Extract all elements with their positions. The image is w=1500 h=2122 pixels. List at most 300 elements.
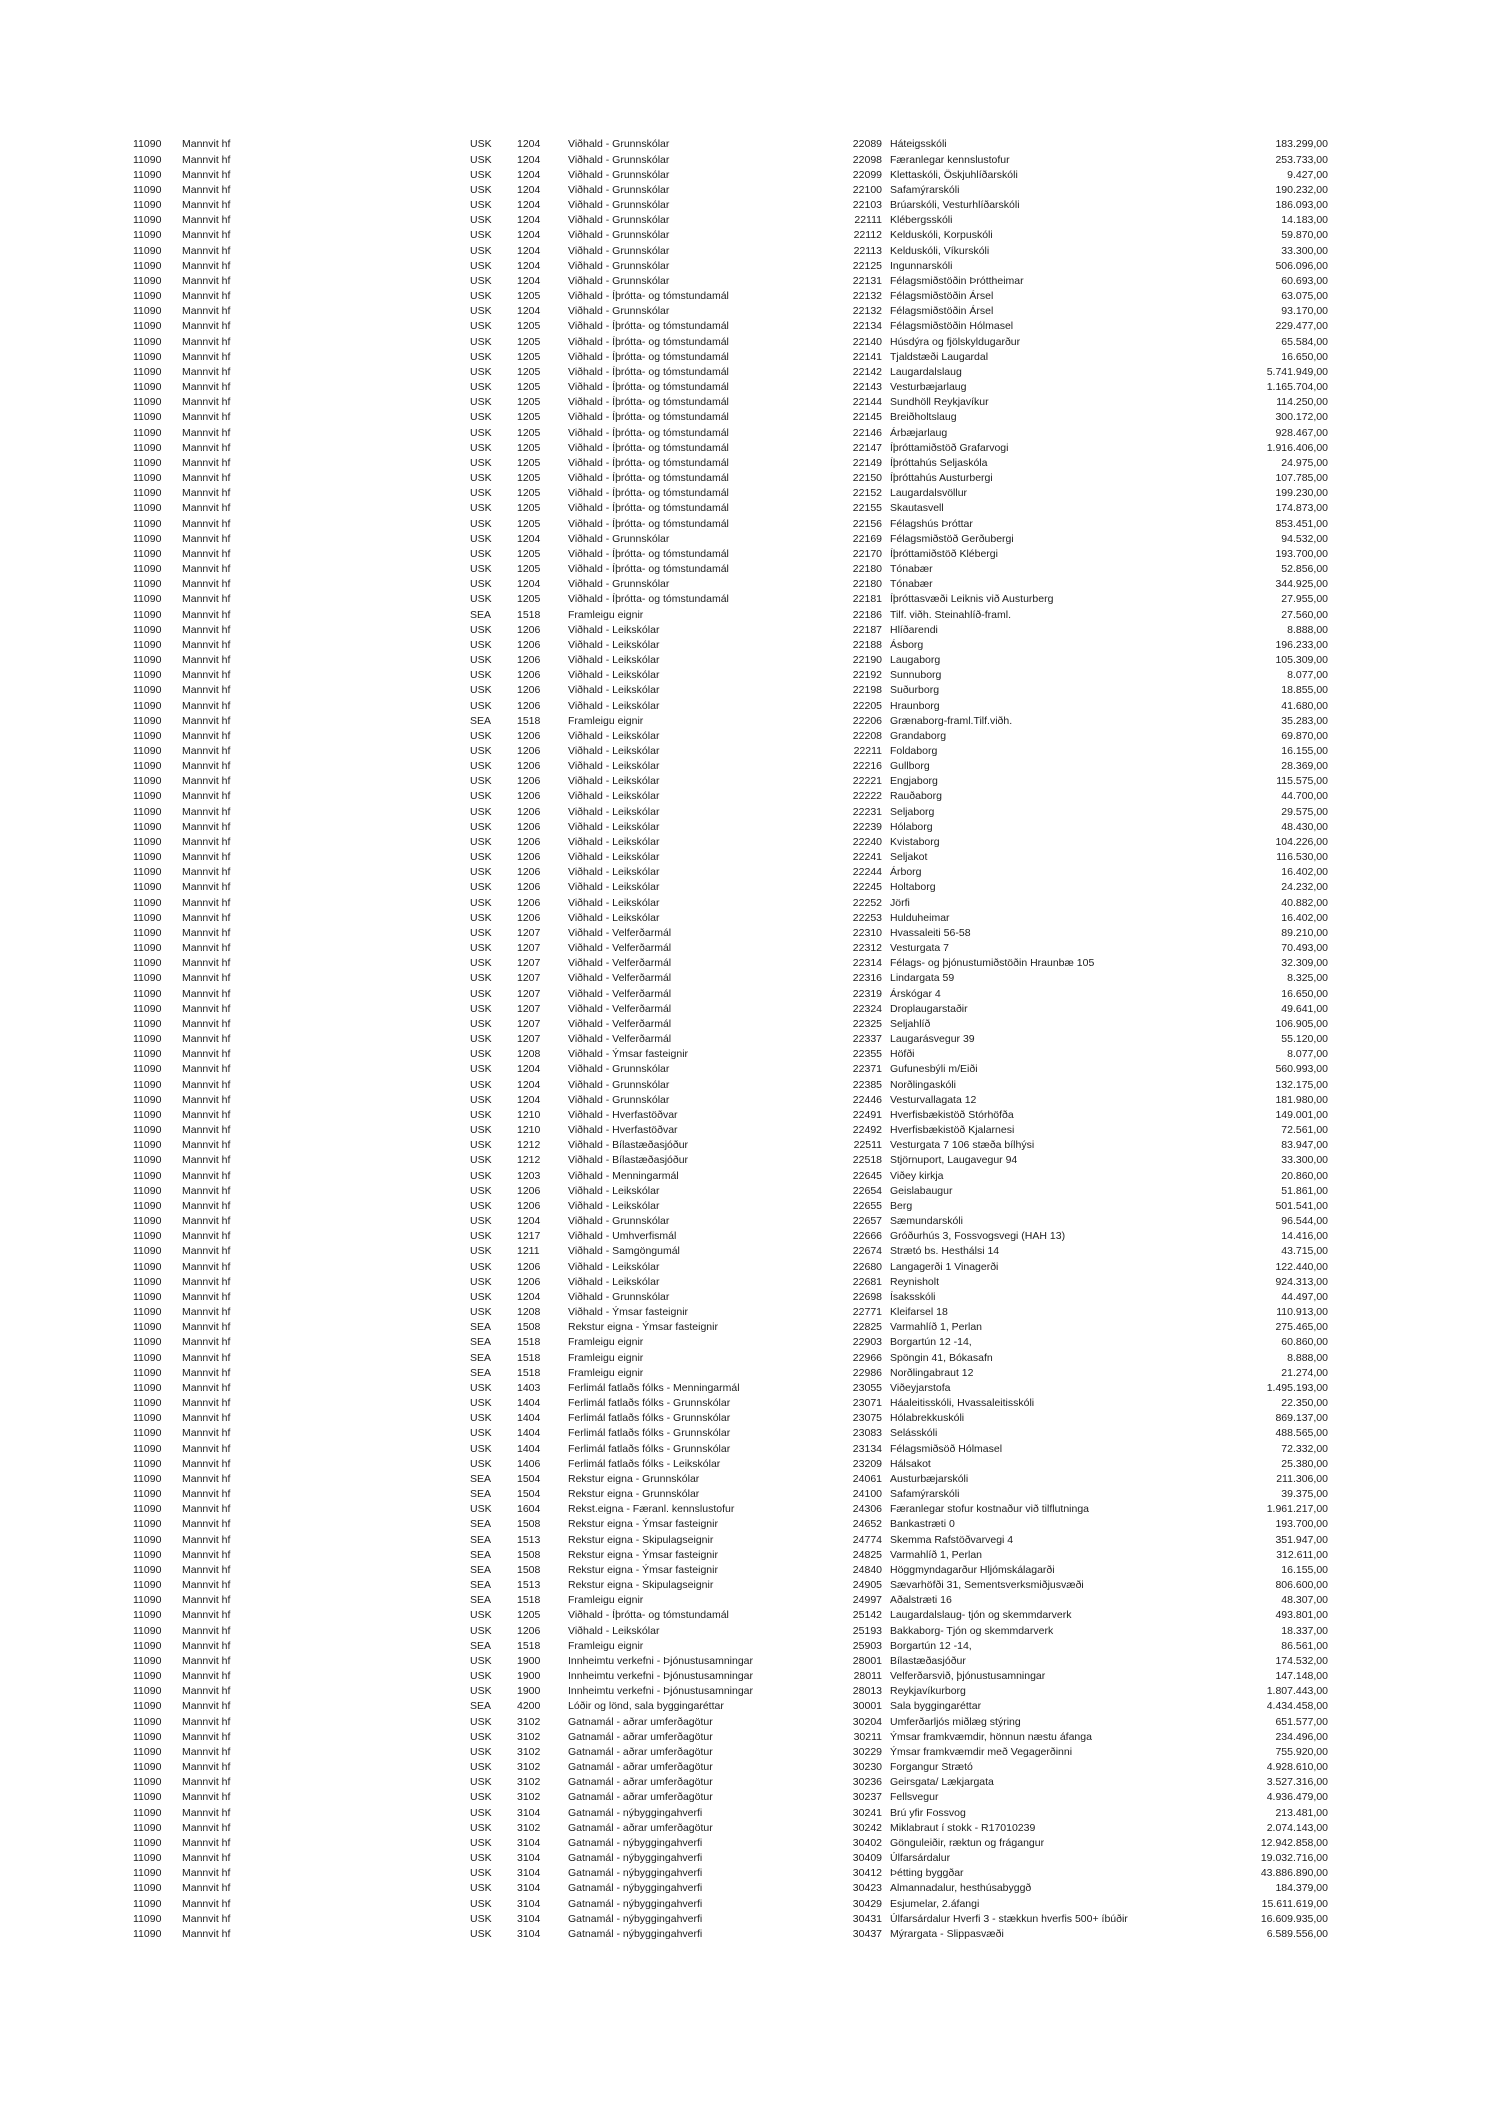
table-row [0,486,1500,501]
amount-cell: 1.916.406,00 [1266,441,1328,454]
category-name-cell: Rekstur eigna - Ýmsar fasteignir [568,1548,718,1561]
amount-cell: 14.183,00 [1281,214,1328,227]
company-name-cell: Mannvit hf [182,1548,231,1561]
company-id-cell: 11090 [133,851,162,864]
company-name-cell: Mannvit hf [182,1442,231,1455]
amount-cell: 72.561,00 [1281,1124,1328,1137]
company-id-cell: 11090 [133,1215,162,1228]
project-number-cell: 30409 [852,1852,882,1865]
category-code-cell: 3104 [517,1897,541,1910]
department-cell: USK [470,335,492,348]
category-code-cell: 1206 [517,745,541,757]
company-id-cell: 11090 [133,623,162,636]
project-name-cell: Árbæjarlaug [890,426,948,439]
table-row [0,319,1500,334]
department-cell: USK [470,835,492,848]
project-name-cell: Seljakot [890,851,928,864]
project-name-cell: Norðlingabraut 12 [890,1366,974,1379]
project-name-cell: Geirsgata/ Lækjargata [890,1776,994,1789]
company-name-cell: Mannvit hf [182,957,231,970]
company-name-cell: Mannvit hf [182,214,231,227]
category-code-cell: 3102 [517,1821,541,1834]
project-number-cell: 30241 [852,1806,882,1819]
company-id-cell: 11090 [133,1397,162,1410]
company-name-cell: Mannvit hf [182,699,231,712]
company-id-cell: 11090 [133,411,162,424]
table-row [0,623,1500,638]
amount-cell: 89.210,00 [1281,926,1328,939]
table-row [0,410,1500,425]
amount-cell: 27.955,00 [1281,593,1328,606]
category-code-cell: 3104 [517,1882,541,1895]
company-id-cell: 11090 [133,1852,162,1865]
category-code-cell: 1404 [517,1397,541,1410]
department-cell: USK [470,760,492,773]
department-cell: USK [470,365,492,378]
amount-cell: 39.375,00 [1281,1488,1328,1501]
category-name-cell: Viðhald - Grunnskólar [568,183,670,196]
company-id-cell: 11090 [133,1488,162,1501]
project-number-cell: 22491 [852,1108,882,1121]
category-name-cell: Rekstur eigna - Ýmsar fasteignir [568,1321,718,1334]
department-cell: USK [470,1427,492,1440]
amount-cell: 35.283,00 [1281,714,1328,727]
amount-cell: 501.541,00 [1275,1199,1328,1212]
company-id-cell: 11090 [133,775,162,788]
project-number-cell: 22206 [852,714,882,727]
department-cell: USK [470,1715,492,1728]
amount-cell: 49.641,00 [1281,1002,1328,1015]
table-row [0,805,1500,820]
company-name-cell: Mannvit hf [182,1154,231,1167]
company-id-cell: 11090 [133,790,162,803]
category-name-cell: Viðhald - Ýmsar fasteignir [568,1048,689,1061]
project-number-cell: 22141 [852,350,882,363]
company-id-cell: 11090 [133,1199,162,1212]
department-cell: SEA [470,1321,492,1334]
department-cell: USK [470,547,492,560]
department-cell: USK [470,502,492,515]
department-cell: USK [470,957,492,970]
table-row [0,668,1500,683]
amount-cell: 184.379,00 [1275,1882,1328,1895]
project-number-cell: 22239 [852,820,882,833]
project-name-cell: Borgartún 12 -14, [890,1639,972,1652]
table-row [0,729,1500,744]
category-name-cell: Viðhald - Íþrótta- og tómstundamál [568,547,729,560]
company-name-cell: Mannvit hf [182,593,231,606]
table-row [0,1608,1500,1623]
department-cell: USK [470,1457,492,1470]
company-name-cell: Mannvit hf [182,1685,231,1698]
company-name-cell: Mannvit hf [182,1017,231,1030]
table-row [0,1548,1500,1563]
company-name-cell: Mannvit hf [182,1821,231,1834]
project-number-cell: 23209 [852,1457,882,1470]
category-name-cell: Viðhald - Íþrótta- og tómstundamál [568,350,729,363]
company-id-cell: 11090 [133,593,162,606]
project-name-cell: Félagsmiðstöð Gerðubergi [890,532,1014,545]
department-cell: USK [470,1230,492,1243]
category-code-cell: 1204 [517,244,541,257]
project-name-cell: Aðalstræti 16 [890,1594,952,1607]
category-name-cell: Gatnamál - nýbyggingahverfi [568,1806,703,1819]
table-row [0,1032,1500,1047]
department-cell: USK [470,153,492,166]
company-name-cell: Mannvit hf [182,1397,231,1410]
project-name-cell: Stjörnuport, Laugavegur 94 [890,1154,1018,1167]
category-code-cell: 1206 [517,669,541,682]
category-name-cell: Viðhald - Leikskólar [568,851,660,864]
department-cell: SEA [470,1563,492,1576]
project-name-cell: Höggmyndagarður Hljómskálagarði [890,1563,1055,1576]
project-name-cell: Sunnuborg [890,669,942,682]
department-cell: USK [470,456,492,469]
project-name-cell: Viðey kirkja [890,1169,944,1182]
project-name-cell: Ýmsar framkvæmdir með Vegagerðinni [890,1745,1073,1758]
amount-cell: 928.467,00 [1275,426,1328,439]
amount-cell: 18.855,00 [1281,684,1328,697]
project-number-cell: 22314 [852,957,882,970]
department-cell: USK [470,654,492,666]
category-code-cell: 1204 [517,229,541,242]
company-id-cell: 11090 [133,1033,162,1046]
company-id-cell: 11090 [133,1670,162,1683]
category-name-cell: Framleigu eignir [568,714,644,727]
category-code-cell: 3104 [517,1912,541,1925]
company-id-cell: 11090 [133,1654,162,1667]
table-row [0,365,1500,380]
table-row [0,1199,1500,1214]
company-id-cell: 11090 [133,487,162,500]
project-number-cell: 22146 [852,426,882,439]
amount-cell: 48.307,00 [1281,1594,1328,1607]
department-cell: USK [470,1245,492,1258]
category-name-cell: Lóðir og lönd, sala byggingaréttar [568,1700,724,1713]
company-id-cell: 11090 [133,229,162,242]
category-code-cell: 1204 [517,1093,541,1106]
department-cell: USK [470,517,492,530]
department-cell: USK [470,426,492,439]
company-name-cell: Mannvit hf [182,1852,231,1865]
department-cell: USK [470,350,492,363]
company-id-cell: 11090 [133,320,162,333]
company-name-cell: Mannvit hf [182,972,231,985]
department-cell: USK [470,183,492,196]
project-name-cell: Berg [890,1199,913,1212]
category-name-cell: Gatnamál - nýbyggingahverfi [568,1867,703,1880]
department-cell: USK [470,411,492,424]
category-code-cell: 1207 [517,987,541,1000]
project-number-cell: 30204 [852,1715,882,1728]
category-name-cell: Framleigu eignir [568,1594,644,1607]
project-number-cell: 30423 [852,1882,882,1895]
category-code-cell: 1204 [517,199,541,212]
project-number-cell: 22240 [852,835,882,848]
company-id-cell: 11090 [133,1048,162,1061]
project-name-cell: Grænaborg-framl.Tilf.viðh. [890,714,1013,727]
project-number-cell: 22103 [852,199,882,212]
project-name-cell: Jörfi [890,896,910,909]
amount-cell: 43.886.890,00 [1260,1867,1328,1880]
department-cell: USK [470,1306,492,1319]
project-number-cell: 22337 [852,1033,882,1046]
company-id-cell: 11090 [133,1761,162,1774]
department-cell: SEA [470,1366,492,1379]
department-cell: USK [470,911,492,924]
category-name-cell: Rekstur eigna - Ýmsar fasteignir [568,1563,718,1576]
category-name-cell: Viðhald - Grunnskólar [568,199,670,212]
amount-cell: 24.975,00 [1281,456,1328,469]
company-name-cell: Mannvit hf [182,881,231,894]
amount-cell: 105.309,00 [1275,654,1328,666]
company-id-cell: 11090 [133,745,162,757]
category-name-cell: Viðhald - Leikskólar [568,1184,660,1197]
company-id-cell: 11090 [133,881,162,894]
table-row [0,153,1500,168]
company-id-cell: 11090 [133,244,162,257]
table-row [0,1214,1500,1229]
table-row [0,1881,1500,1896]
category-name-cell: Viðhald - Velferðarmál [568,926,672,939]
project-name-cell: Íþróttamiðstöð Klébergi [890,547,998,560]
category-name-cell: Viðhald - Leikskólar [568,1624,660,1637]
category-name-cell: Ferlimál fatlaðs fólks - Grunnskólar [568,1442,731,1455]
amount-cell: 4.434.458,00 [1266,1700,1328,1713]
project-number-cell: 22125 [852,259,882,272]
category-code-cell: 1205 [517,487,541,500]
amount-cell: 3.527.316,00 [1266,1776,1328,1789]
company-name-cell: Mannvit hf [182,1700,231,1713]
company-id-cell: 11090 [133,365,162,378]
category-code-cell: 1205 [517,456,541,469]
category-name-cell: Viðhald - Bílastæðasjóður [568,1139,689,1152]
company-id-cell: 11090 [133,1897,162,1910]
amount-cell: 55.120,00 [1281,1033,1328,1046]
category-code-cell: 1206 [517,896,541,909]
project-number-cell: 22310 [852,926,882,939]
department-cell: USK [470,168,492,181]
project-name-cell: Kvistaborg [890,835,940,848]
project-number-cell: 22211 [853,745,882,757]
department-cell: USK [470,1078,492,1091]
table-row [0,213,1500,228]
project-number-cell: 30429 [852,1897,882,1910]
department-cell: USK [470,1184,492,1197]
project-name-cell: Almannadalur, hesthúsabyggð [890,1882,1032,1895]
company-id-cell: 11090 [133,699,162,712]
company-id-cell: 11090 [133,1275,162,1288]
project-number-cell: 24061 [852,1472,882,1485]
table-row [0,562,1500,577]
category-name-cell: Viðhald - Velferðarmál [568,942,672,955]
category-name-cell: Viðhald - Íþrótta- og tómstundamál [568,487,729,500]
project-name-cell: Tónabær [890,563,933,576]
project-name-cell: Borgartún 12 -14, [890,1336,972,1349]
project-number-cell: 22181 [852,593,882,606]
project-name-cell: Velferðarsvið, þjónustusamningar [890,1670,1046,1683]
project-name-cell: Húsdýra og fjölskyldugarður [890,335,1021,348]
company-id-cell: 11090 [133,290,162,303]
category-code-cell: 1204 [517,305,541,318]
category-code-cell: 1206 [517,805,541,818]
company-name-cell: Mannvit hf [182,820,231,833]
category-code-cell: 1206 [517,1260,541,1273]
table-row [0,244,1500,259]
category-code-cell: 1205 [517,547,541,560]
amount-cell: 116.530,00 [1276,851,1328,864]
project-number-cell: 22216 [852,760,882,773]
department-cell: USK [470,1685,492,1698]
company-name-cell: Mannvit hf [182,1927,231,1940]
category-name-cell: Viðhald - Íþrótta- og tómstundamál [568,456,729,469]
amount-cell: 59.870,00 [1281,229,1328,242]
project-name-cell: Kleifarsel 18 [890,1306,948,1319]
category-name-cell: Viðhald - Íþrótta- og tómstundamál [568,426,729,439]
category-code-cell: 1205 [517,381,541,394]
project-name-cell: Félagsmiðstöðin Ársel [890,290,994,303]
amount-cell: 107.785,00 [1275,472,1328,485]
amount-cell: 8.325,00 [1287,972,1328,985]
department-cell: USK [470,472,492,485]
company-name-cell: Mannvit hf [182,745,231,757]
table-row [0,532,1500,547]
project-name-cell: Geislabaugur [890,1184,953,1197]
project-name-cell: Félagsmiðsöð Hólmasel [890,1442,1003,1455]
company-id-cell: 11090 [133,441,162,454]
project-name-cell: Reynisholt [890,1275,940,1288]
category-name-cell: Viðhald - Grunnskólar [568,1290,670,1303]
category-code-cell: 1204 [517,578,541,591]
department-cell: USK [470,896,492,909]
category-code-cell: 1206 [517,881,541,894]
amount-cell: 69.870,00 [1281,729,1328,742]
category-code-cell: 1205 [517,441,541,454]
table-row [0,1730,1500,1745]
table-row [0,1851,1500,1866]
category-name-cell: Viðhald - Leikskólar [568,866,660,879]
category-name-cell: Viðhald - Íþrótta- og tómstundamál [568,365,729,378]
department-cell: SEA [470,1351,492,1364]
project-number-cell: 28001 [852,1654,882,1667]
company-name-cell: Mannvit hf [182,835,231,848]
table-row [0,926,1500,941]
project-number-cell: 22112 [853,229,882,242]
category-name-cell: Viðhald - Leikskólar [568,1260,660,1273]
company-id-cell: 11090 [133,1442,162,1455]
project-number-cell: 22680 [852,1260,882,1273]
table-row [0,168,1500,183]
amount-cell: 44.700,00 [1281,790,1328,803]
company-name-cell: Mannvit hf [182,1412,231,1425]
amount-cell: 33.300,00 [1281,244,1328,257]
table-row [0,1684,1500,1699]
company-name-cell: Mannvit hf [182,578,231,591]
category-name-cell: Viðhald - Grunnskólar [568,244,670,257]
category-name-cell: Viðhald - Íþrótta- og tómstundamál [568,593,729,606]
project-number-cell: 22325 [852,1017,882,1030]
department-cell: USK [470,1199,492,1212]
project-name-cell: Hlíðarendi [890,623,938,636]
category-name-cell: Viðhald - Leikskólar [568,669,660,682]
amount-cell: 60.693,00 [1281,274,1328,287]
company-name-cell: Mannvit hf [182,1457,231,1470]
table-row [0,228,1500,243]
company-id-cell: 11090 [133,1745,162,1758]
category-code-cell: 1404 [517,1427,541,1440]
category-code-cell: 1207 [517,1002,541,1015]
category-code-cell: 1212 [517,1139,541,1152]
project-number-cell: 22180 [852,563,882,576]
table-row [0,1396,1500,1411]
project-name-cell: Færanlegar kennslustofur [890,153,1010,166]
amount-cell: 52.856,00 [1281,563,1328,576]
project-name-cell: Ásborg [890,638,924,651]
project-name-cell: Laugardalsvöllur [890,487,968,500]
amount-cell: 190.232,00 [1275,183,1328,196]
company-id-cell: 11090 [133,1260,162,1273]
company-id-cell: 11090 [133,1700,162,1713]
category-code-cell: 1206 [517,699,541,712]
category-name-cell: Gatnamál - aðrar umferðagötur [568,1730,713,1743]
company-id-cell: 11090 [133,1139,162,1152]
company-name-cell: Mannvit hf [182,532,231,545]
amount-cell: 83.947,00 [1281,1139,1328,1152]
amount-cell: 14.416,00 [1281,1230,1328,1243]
project-number-cell: 22098 [852,153,882,166]
category-code-cell: 1206 [517,820,541,833]
category-code-cell: 1205 [517,593,541,606]
project-number-cell: 30237 [852,1791,882,1804]
category-name-cell: Gatnamál - nýbyggingahverfi [568,1882,703,1895]
company-name-cell: Mannvit hf [182,183,231,196]
department-cell: USK [470,1290,492,1303]
company-id-cell: 11090 [133,1063,162,1076]
project-name-cell: Gróðurhús 3, Fossvogsvegi (HAH 13) [890,1230,1066,1243]
company-name-cell: Mannvit hf [182,1093,231,1106]
project-number-cell: 22147 [852,441,882,454]
category-code-cell: 1518 [517,714,541,727]
table-row [0,683,1500,698]
department-cell: USK [470,1381,492,1394]
table-row [0,304,1500,319]
category-code-cell: 1204 [517,274,541,287]
project-number-cell: 30001 [852,1700,882,1713]
project-name-cell: Sævarhöfði 31, Sementsverksmiðjusvæði [890,1579,1084,1592]
project-number-cell: 22113 [853,244,882,257]
table-row [0,259,1500,274]
company-name-cell: Mannvit hf [182,1321,231,1334]
project-number-cell: 30230 [852,1761,882,1774]
company-id-cell: 11090 [133,820,162,833]
company-id-cell: 11090 [133,1336,162,1349]
company-name-cell: Mannvit hf [182,1836,231,1849]
amount-cell: 21.274,00 [1281,1366,1328,1379]
category-code-cell: 1208 [517,1048,541,1061]
company-name-cell: Mannvit hf [182,942,231,955]
table-row [0,1275,1500,1290]
project-number-cell: 22099 [852,168,882,181]
project-name-cell: Bakkaborg- Tjón og skemmdarverk [890,1624,1054,1637]
category-name-cell: Gatnamál - nýbyggingahverfi [568,1927,703,1940]
company-name-cell: Mannvit hf [182,1275,231,1288]
table-row [0,426,1500,441]
category-name-cell: Viðhald - Íþrótta- og tómstundamál [568,396,729,409]
project-number-cell: 22089 [852,138,882,151]
company-id-cell: 11090 [133,942,162,955]
project-number-cell: 22100 [852,183,882,196]
project-name-cell: Selásskóli [890,1427,938,1440]
